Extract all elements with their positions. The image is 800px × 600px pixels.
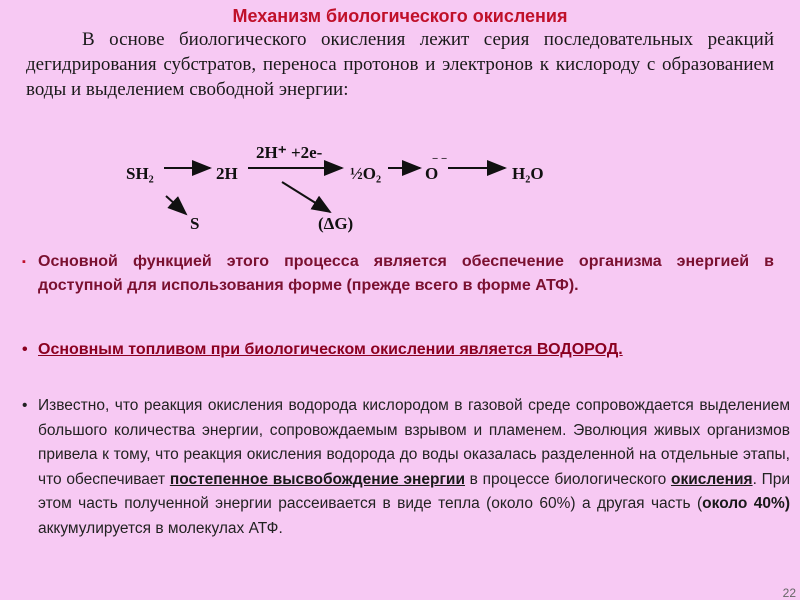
- protons-electrons-label: 2H⁺ +2e-: [256, 143, 323, 162]
- text-part: Известно, что реакция окисления водорода кислородом в газовой среде сопровождается выделением большого количества энергии, сопровождаемым взрывом и пламенем. Эволюция живых организмов привела к тому, что реакция окисления водорода до воды оказалась разделенной на отдельные этапы, что обеспечивает: [38, 397, 790, 488]
- bullet-explanation: [22, 394, 790, 542]
- intro-paragraph: В основе биологического окисления лежит серия последовательных реакций дегидрирования субстратов, переноса протонов и электронов к кислороду с образованием воды и выделением свободной энергии:: [26, 29, 774, 100]
- bullet-fuel: [22, 341, 792, 359]
- sh2-label: SH₂: [126, 164, 154, 183]
- bullet-marker: •: [22, 341, 28, 358]
- highlight-oxidation: окисления: [670, 470, 753, 488]
- bullet-marker: •: [22, 397, 28, 414]
- bullet-text: [22, 394, 790, 542]
- 2h-label: 2H: [216, 164, 238, 183]
- substrate-s-label: S: [190, 214, 200, 233]
- oxygen-ion-label: O: [425, 164, 439, 183]
- delta-g-label: (ΔG): [318, 214, 354, 233]
- slide-title: Механизм биологического окисления: [232, 6, 568, 26]
- arrow-to-dg: [282, 182, 330, 212]
- arrow-to-s: [166, 196, 186, 214]
- reaction-scheme: [0, 130, 800, 240]
- water-label: H₂O: [512, 164, 544, 183]
- bullet-text: Основным топливом при биологическом окислении является ВОДОРОД.: [38, 341, 623, 358]
- bullet-text: Основной функцией этого процесса является обеспечение организма энергией в доступной для использования форме (прежде всего в форме АТФ).: [38, 253, 774, 294]
- bullet-main-function: [22, 250, 774, 298]
- page-number: 22: [782, 586, 796, 600]
- text-part: . При этом часть полученной энергии рассеивается в виде тепла (около 60%) а другая часть (: [38, 470, 790, 513]
- text-part: аккумулируется в молекулах АТФ.: [38, 519, 283, 537]
- text-part: в процессе биологического: [464, 470, 671, 488]
- highlight-gradual-release: постепенное высвобождение энергии: [169, 470, 465, 488]
- half-o2-label: ½O₂: [350, 164, 382, 183]
- oxygen-charge: − −: [432, 153, 448, 165]
- bullet-marker: ▪: [22, 256, 26, 268]
- highlight-40-percent: около 40%): [702, 495, 790, 513]
